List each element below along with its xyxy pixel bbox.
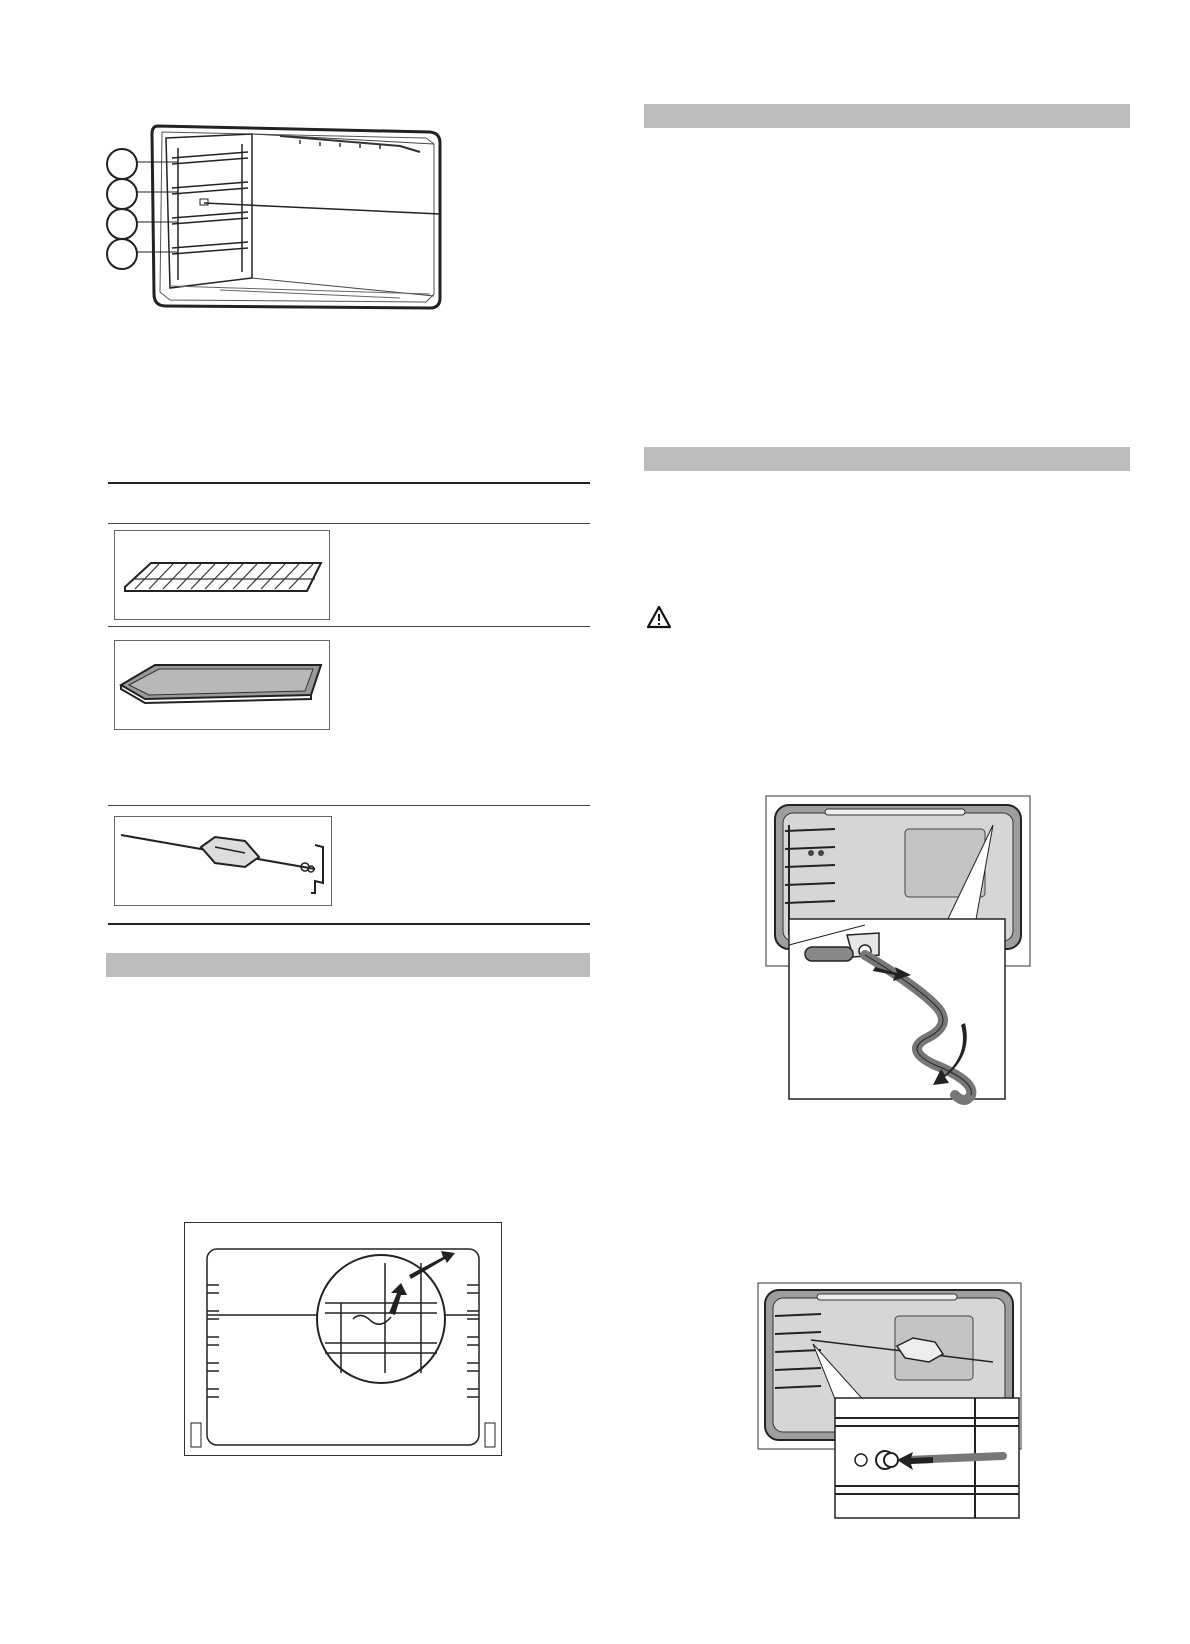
spit-support-figure <box>765 795 1031 1105</box>
callout-circle-1 <box>106 148 138 180</box>
oven-interior-figure <box>100 118 470 323</box>
table-row-divider <box>108 805 590 806</box>
baking-tray-icon <box>115 641 329 729</box>
oven-interior-drawing <box>100 118 470 323</box>
table-bottom-rule <box>108 923 590 925</box>
table-row-image-wire-shelf <box>114 530 330 620</box>
section-header-bar <box>644 447 1130 471</box>
table-header-rule <box>108 523 590 524</box>
spit-support-drawing <box>765 795 1031 1105</box>
spit-insertion-drawing <box>757 1282 1022 1520</box>
wire-shelf-icon <box>115 531 329 619</box>
shelf-removal-drawing <box>185 1223 501 1455</box>
shelf-removal-figure <box>184 1222 502 1456</box>
spit-insertion-figure <box>757 1282 1022 1520</box>
section-header-bar <box>106 953 590 977</box>
table-row-image-rotisserie-spit <box>114 816 332 906</box>
rotisserie-spit-icon <box>115 817 331 905</box>
table-row-image-baking-tray <box>114 640 330 730</box>
table-row-divider <box>108 626 590 627</box>
table-top-rule <box>108 482 590 484</box>
callout-circle-3 <box>106 208 138 240</box>
callout-circle-2 <box>106 178 138 210</box>
section-header-bar <box>644 104 1130 128</box>
callout-circle-4 <box>106 238 138 270</box>
warning-triangle-icon <box>646 605 672 629</box>
